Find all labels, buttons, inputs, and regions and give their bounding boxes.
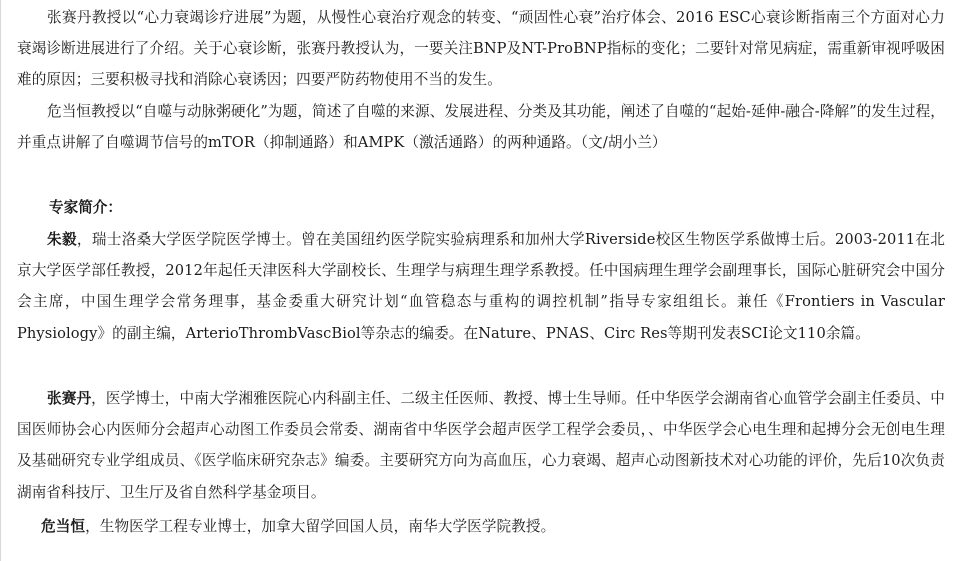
- paragraph-heart-failure-talk: 张赛丹教授以“心力衰竭诊疗进展”为题，从慢性心衰治疗观念的转变、“顽固性心衰”治疗体会、2016 ESC心衰诊断指南三个方面对心力衰竭诊断进展进行了介绍。关于心衰诊断，张赛丹教授认为，一要关注BNP及NT-ProBNP指标的变化；二要针对常见病症，需重新审视呼吸困难的原因；三要积极寻找和消除心衰诱因；四要严防药物使用不当的发生。: [17, 9, 945, 89]
- expert-bio-text: ，医学博士，中南大学湘雅医院心内科副主任、二级主任医师、教授、博士生导师。任中华医学会湖南省心血管学会副主任委员、中国医师协会心内医师分会超声心动图工作委员会常委、湖南省中华医学会超声医学工程学会委员，、中华医学会心电生理和起搏分会无创电生理及基础研究专业学组成员、《医学临床研究杂志》编委。主要研究方向为高血压，心力衰竭、超声心动图新技术对心功能的评价，先后10次负责湖南省科技厅、卫生厅及省自然科学基金项目。: [17, 390, 945, 501]
- expert-bio-text: ，生物医学工程专业博士，加拿大留学回国人员，南华大学医学院教授。: [85, 518, 556, 535]
- expert-name: 朱毅: [47, 231, 77, 248]
- expert-name: 张赛丹: [47, 390, 92, 407]
- expert-name: 危当恒: [41, 518, 86, 535]
- expert-bio-text: ，瑞士洛桑大学医学院医学博士。曾在美国纽约医学院实验病理系和加州大学Riverside校区生物医学系做博士后。2003-2011在北京大学医学部任教授，2012年起任天津医科大学副校长、生理学与病理生理学系教授。任中国病理生理学会副理事长，国际心脏研究会中国分会主席，中国生理学会常务理事，基金委重大研究计划“血管稳态与重构的调控机制”指导专家组组长。兼任《Frontiers in Vascular Physiology》的副主编，ArterioThrombVascBiol等杂志的编委。在Nature、PNAS、Circ Res等期刊发表SCI论文110余篇。: [17, 231, 945, 342]
- expert-bio-zhang-saidan: [17, 383, 945, 508]
- paragraph-autophagy-talk: 危当恒教授以“自噬与动脉粥硬化”为题，简述了自噬的来源、发展进程、分类及其功能，阐述了自噬的“起始-延伸-融合-降解”的发生过程，并重点讲解了自噬调节信号的mTOR（抑制通路）和AMPK（激活通路）的两种通路。（文/胡小兰）: [17, 103, 945, 152]
- expert-bio-wei-dangheng: [41, 511, 945, 542]
- expert-bio-zhu-yi: [17, 224, 945, 349]
- experts-heading: 专家简介：: [49, 199, 122, 216]
